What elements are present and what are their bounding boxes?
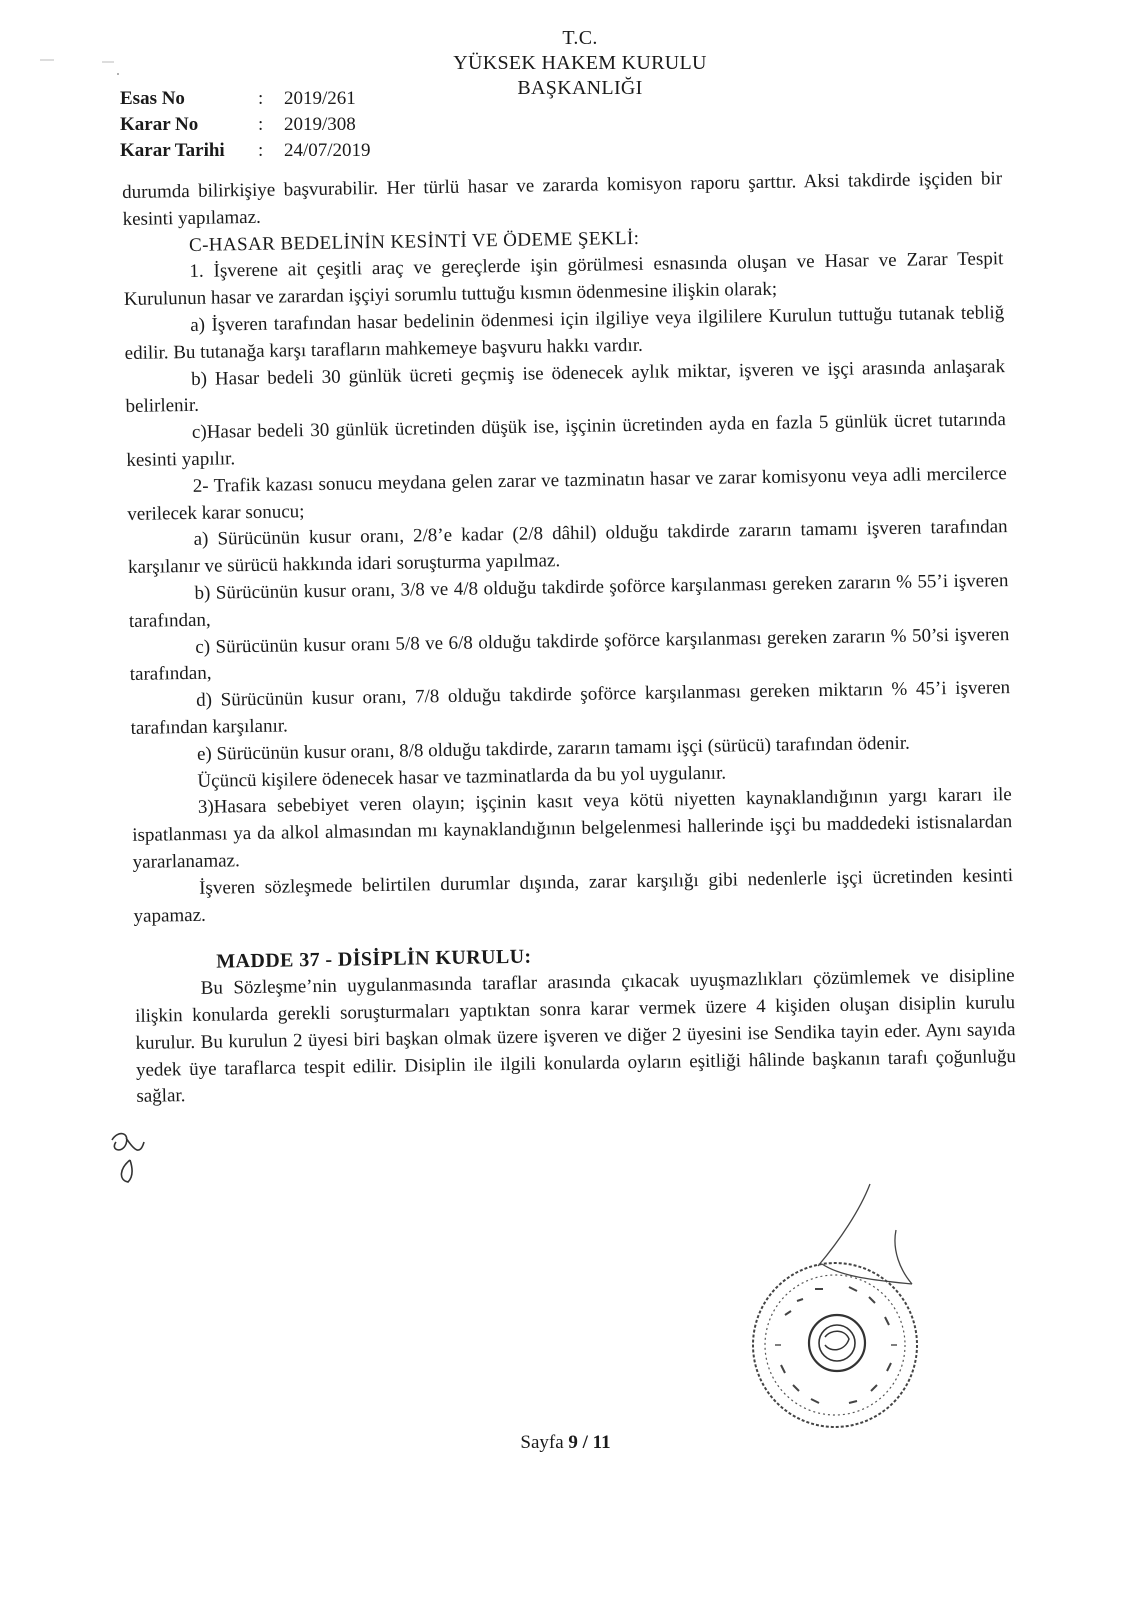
case-number-row — [120, 86, 371, 112]
separator: : — [258, 88, 264, 109]
case-info — [120, 86, 371, 164]
official-seal-icon — [745, 1255, 925, 1435]
paragraph-item-2d: d) Sürücünün kusur oranı, 7/8 olduğu takdirde şoförce karşılanması gereken miktarın % 45’i işveren tarafından karşılanır. — [130, 677, 1011, 739]
scan-artifact — [40, 56, 120, 76]
decision-date-value: 24/07/2019 — [284, 140, 371, 161]
paragraph-continuation: durumda bilirkişiye başvurabilir. Her türlü hasar ve zararda komisyon raporu şarttır. Aksi takdirde işçiden bir kesinti yapılamaz. — [122, 168, 1003, 230]
handwritten-initials-icon — [100, 1120, 160, 1190]
paragraph-employer-deduction: İşveren sözleşmede belirtilen durumlar dışında, zarar karşılığı gibi nedenlerle işçi ücretinden kesinti yapamaz. — [133, 864, 1014, 927]
section-heading-c: C-HASAR BEDELİNİN KESİNTİ VE ÖDEME ŞEKLİ: — [188, 227, 640, 256]
separator: : — [258, 114, 264, 135]
separator: : — [258, 140, 264, 161]
decision-number-value: 2019/308 — [284, 114, 356, 135]
paragraph-item-1c: c)Hasar bedeli 30 günlük ücretinden düşük ise, işçinin ücretinden ayda en fazla 5 günlük ücret tutarında kesinti yapılır. — [126, 409, 1007, 471]
header-line-tc: T.C. — [562, 27, 598, 49]
page-number: 9 / 11 — [568, 1432, 611, 1453]
page-footer — [0, 1432, 1131, 1454]
header-line-presidency: BAŞKANLIĞI — [517, 77, 643, 99]
paragraph-item-1a: a) İşveren tarafından hasar bedelinin ödenmesi için ilgiliye veya ilgililere Kurulun tuttuğu tutanak tebliğ edilir. Bu tutanağa karşı tarafların mahkemeye başvuru hakkı vardır. — [124, 302, 1005, 364]
case-number-label: Esas No — [120, 88, 185, 109]
page-label: Sayfa — [520, 1432, 569, 1453]
header-line-institution: YÜKSEK HAKEM KURULU — [453, 52, 707, 74]
institution-header — [380, 26, 780, 101]
paragraph-item-1b: b) Hasar bedeli 30 günlük ücreti geçmiş ise ödenecek aylık miktar, işveren ve işçi arasında anlaşarak belirlenir. — [125, 355, 1006, 418]
paragraph-third-parties: Üçüncü kişilere ödenecek hasar ve tazminatlarda da bu yol uygulanır. — [197, 762, 727, 792]
paragraph-item-2a: a) Sürücünün kusur oranı, 2/8’e kadar (2/8 dâhil) olduğu takdirde zararın tamamı işveren tarafından karşılanır ve sürücü hakkında idari soruşturma yapılmaz. — [127, 516, 1008, 579]
article-37-text: Bu Sözleşme’nin uygulanmasında taraflar arasında çıkacak uyuşmazlıkları çözümlemek ve disipline ilişkin konularda gerekli soruşturmaları yaptıktan sonra karar vermek üzere 4 kişiden oluşan disiplin kurulu kurulur. Bu kurulun 2 üyesi biri başkan olmak üzere işveren ve diğer 2 üyesini ise Sendika tayin eder. Aynı sayıda yedek üye taraflarca tespit edilir. Disiplin ile ilgili konularda oyların eşitliği hâlinde başkanın tarafı çoğunluğu sağlar. — [134, 965, 1017, 1108]
paragraph-item-2: 2- Trafik kazası sonucu meydana gelen zarar ve tazminatın hasar ve zarar komisyonu veya adli mercilerce verilecek karar sonucu; — [127, 462, 1007, 525]
decision-number-row — [120, 112, 371, 138]
paragraph-item-1: 1. İşverene ait çeşitli araç ve gereçlerde işin görülmesi esnasında oluşan ve Hasar ve Zarar Tespit Kurulunun hasar ve zarardan işçiyi sorumlu tuttuğu kısmın ödenmesine ilişkin olarak; — [123, 248, 1004, 311]
paragraph-item-2b: b) Sürücünün kusur oranı, 3/8 ve 4/8 olduğu takdirde şoförce karşılanması gereken zararın % 55’i işveren tarafından, — [128, 570, 1009, 632]
case-number-value: 2019/261 — [284, 88, 356, 109]
paragraph-item-3: 3)Hasara sebebiyet veren olayın; işçinin kasıt veya kötü niyetten kaynaklandığının yargı kararı ile ispatlanması ya da alkol almasından mı kaynaklandığının belgelenmesi hallerinde işçi bu maddedeki istisnalardan yararlanamaz. — [132, 784, 1013, 873]
document-body — [122, 166, 1017, 1111]
decision-date-row — [120, 138, 371, 164]
article-37-title: MADDE 37 - DİSİPLİN KURULU: — [216, 945, 532, 973]
decision-date-label: Karar Tarihi — [120, 140, 225, 161]
paragraph-item-2e: e) Sürücünün kusur oranı, 8/8 olduğu takdirde, zararın tamamı işçi (sürücü) tarafından ödenir. — [196, 732, 910, 765]
decision-number-label: Karar No — [120, 114, 199, 135]
paragraph-item-2c: c) Sürücünün kusur oranı 5/8 ve 6/8 olduğu takdirde şoförce karşılanması gereken zararın % 50’si işveren tarafından, — [129, 623, 1010, 686]
